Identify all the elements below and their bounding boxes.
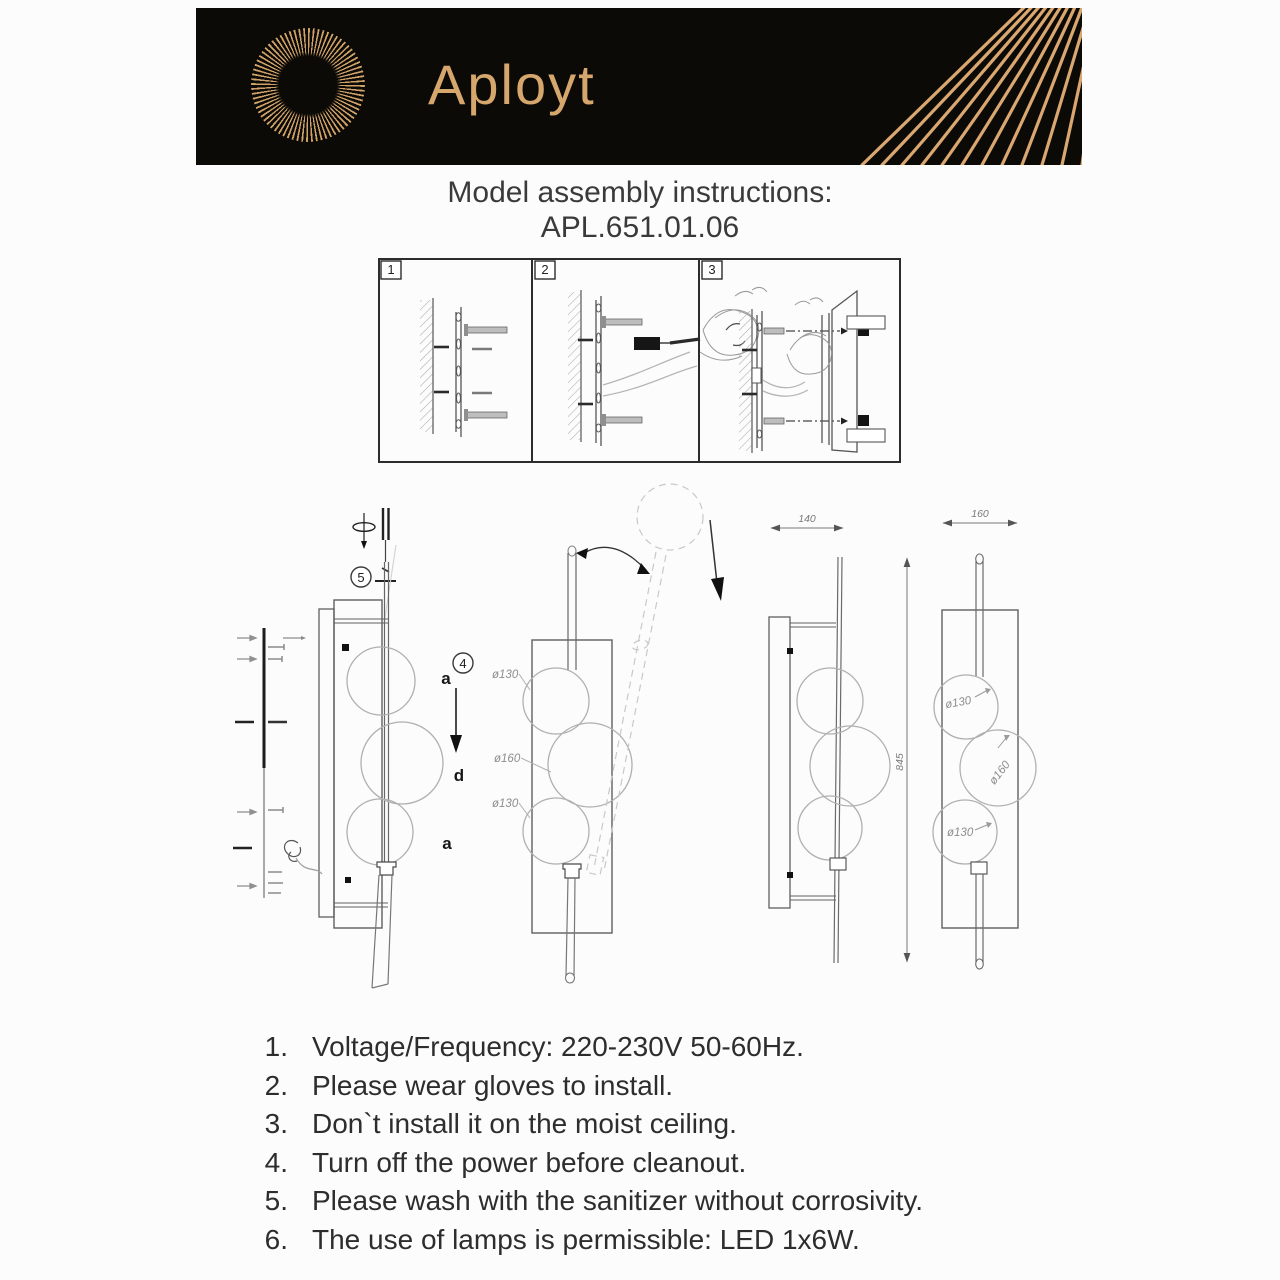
label-a-bottom: a bbox=[442, 834, 452, 853]
item-text: Please wash with the sanitizer without corrosivity. bbox=[312, 1185, 924, 1217]
dia-130-bottom: ø130 bbox=[492, 798, 519, 810]
callout-5: 5 bbox=[357, 570, 365, 585]
brand-banner bbox=[196, 8, 1082, 165]
item-text: Turn off the power before cleanout. bbox=[312, 1146, 747, 1178]
mounting-strip-detail bbox=[233, 628, 306, 898]
dim-845: 845 bbox=[894, 753, 906, 771]
item-number: 4. bbox=[264, 1146, 288, 1178]
step-2-number: 2 bbox=[541, 262, 549, 277]
item-number: 5. bbox=[264, 1185, 288, 1217]
callout-4: 4 bbox=[459, 656, 467, 671]
dia-130-top-right: ø130 bbox=[944, 694, 973, 712]
front-view-install bbox=[441, 484, 724, 983]
list-item bbox=[254, 1221, 1084, 1260]
step-1-drawing bbox=[381, 261, 507, 437]
instructions-list bbox=[254, 1028, 1084, 1260]
item-text: Voltage/Frequency: 220-230V 50-60Hz. bbox=[312, 1031, 804, 1062]
label-a-top: a bbox=[441, 669, 451, 688]
dia-160: ø160 bbox=[494, 753, 521, 765]
list-item bbox=[254, 1105, 1084, 1144]
dim-160: 160 bbox=[971, 508, 989, 520]
dia-160-right: ø160 bbox=[987, 759, 1013, 788]
item-text: The use of lamps is permissible: LED 1x6W. bbox=[312, 1223, 860, 1255]
corner-rays-icon bbox=[752, 8, 1082, 165]
step-3-drawing bbox=[702, 261, 885, 453]
list-item bbox=[254, 1144, 1084, 1183]
front-view-dimensions bbox=[933, 508, 1036, 969]
step-1-number: 1 bbox=[387, 262, 395, 277]
dia-130-top: ø130 bbox=[492, 669, 519, 681]
item-number: 2. bbox=[264, 1069, 288, 1101]
list-item bbox=[254, 1028, 1084, 1067]
page-title: Model assembly instructions: bbox=[447, 176, 833, 209]
sunburst-logo-icon bbox=[251, 28, 365, 142]
label-d: d bbox=[453, 766, 465, 785]
item-number: 1. bbox=[264, 1031, 288, 1062]
assembly-steps-panel bbox=[378, 258, 901, 463]
item-number: 3. bbox=[264, 1108, 288, 1140]
side-view-dimensions bbox=[769, 513, 907, 963]
dia-130-bottom-right: ø130 bbox=[947, 827, 974, 839]
ghost-sphere-rod bbox=[586, 484, 703, 875]
item-text: Don`t install it on the moist ceiling. bbox=[312, 1108, 737, 1140]
step-3-number: 3 bbox=[708, 262, 716, 277]
dim-140: 140 bbox=[798, 513, 816, 525]
item-number: 6. bbox=[264, 1223, 288, 1255]
technical-drawings bbox=[220, 460, 1090, 1020]
model-number: APL.651.01.06 bbox=[540, 211, 740, 244]
step-2-drawing bbox=[535, 261, 767, 446]
list-item bbox=[254, 1067, 1084, 1106]
item-text: Please wear gloves to install. bbox=[312, 1069, 674, 1101]
list-item bbox=[254, 1182, 1084, 1221]
brand-name: Aployt bbox=[428, 53, 596, 116]
side-view-install bbox=[285, 508, 444, 988]
